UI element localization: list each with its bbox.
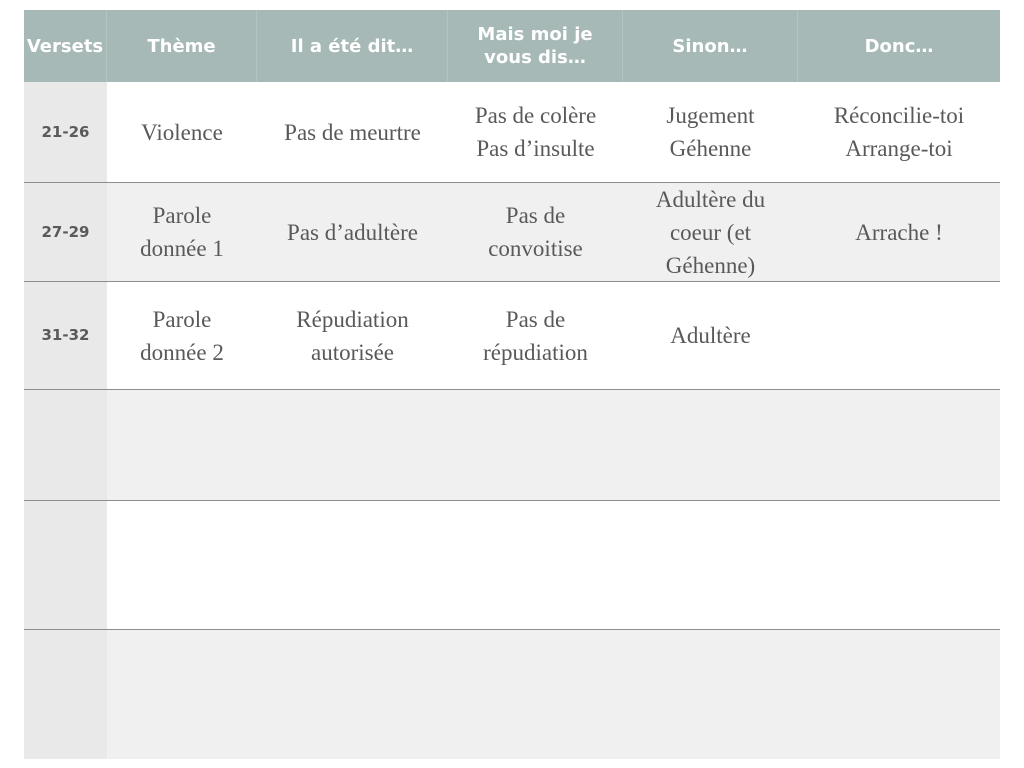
header-theme	[107, 10, 257, 82]
cell-text-line: Pas de	[505, 306, 566, 332]
il-a-ete-dit-cell	[257, 501, 448, 629]
cell-text-line: autorisée	[310, 339, 394, 365]
table-row	[24, 282, 1000, 390]
table-row	[24, 390, 1000, 501]
sinon-cell	[623, 630, 798, 759]
cell-text-line: Pas de colère	[474, 103, 597, 128]
cell-text-line: Pas de meurtre	[284, 119, 421, 145]
sinon-cell	[623, 82, 798, 182]
header-label: Thème	[147, 35, 216, 57]
header-versets	[24, 10, 107, 82]
il-a-ete-dit-cell	[257, 183, 448, 281]
header-donc	[798, 10, 1000, 82]
cell-text-line: Réconcilie-toi	[833, 103, 965, 128]
table-row	[24, 501, 1000, 630]
theme-cell	[107, 390, 257, 500]
cell-text-line: Géhenne)	[665, 252, 756, 278]
cell-text-line: Jugement	[666, 103, 755, 128]
cell-text-line: Arrache !	[855, 219, 943, 245]
teaching-table	[24, 10, 1000, 758]
il-a-ete-dit-cell	[257, 390, 448, 500]
verses-cell: 31-32	[24, 282, 107, 389]
cell-text-line: Pas de	[505, 203, 566, 228]
cell-text-line: Adultère	[670, 323, 751, 348]
donc-cell	[798, 183, 1000, 281]
table-body	[24, 82, 1000, 759]
cell-text-line: Géhenne	[669, 136, 752, 161]
header-sinon	[623, 10, 798, 82]
il-a-ete-dit-cell	[257, 82, 448, 182]
il-a-ete-dit-cell	[257, 282, 448, 389]
verses-cell	[24, 390, 107, 500]
donc-cell	[798, 82, 1000, 182]
donc-cell	[798, 390, 1000, 500]
cell-text-line: Pas d’insulte	[476, 136, 595, 161]
cell-text-line: convoitise	[488, 236, 583, 261]
cell-text-line: Répudiation	[296, 306, 409, 332]
theme-cell	[107, 282, 257, 389]
header-label-line: vous dis…	[484, 47, 586, 68]
theme-cell	[107, 501, 257, 629]
sinon-cell	[623, 282, 798, 389]
theme-cell	[107, 630, 257, 759]
table-header	[24, 10, 1000, 82]
table-row	[24, 630, 1000, 759]
mais-moi-je-vous-dis-cell	[448, 501, 623, 629]
cell-text-line: Arrange-toi	[845, 136, 953, 161]
cell-text-line: Parole	[152, 203, 212, 228]
cell-text-line: Violence	[141, 119, 223, 145]
sinon-cell	[623, 501, 798, 629]
header-label: Versets	[26, 35, 104, 57]
mais-moi-je-vous-dis-cell	[448, 390, 623, 500]
cell-text-line: Adultère du	[655, 186, 766, 212]
mais-moi-je-vous-dis-cell	[448, 630, 623, 759]
header-label: Il a été dit…	[290, 35, 414, 57]
cell-text-line: Parole	[152, 306, 212, 332]
donc-cell	[798, 630, 1000, 759]
mais-moi-je-vous-dis-cell	[448, 282, 623, 389]
header-label-line: Mais moi je	[477, 24, 593, 45]
cell-text-line: donnée 1	[140, 236, 224, 261]
cell-text-line: coeur (et	[669, 219, 752, 245]
sinon-cell	[623, 183, 798, 281]
header-il-a-ete-dit	[257, 10, 448, 82]
donc-cell	[798, 282, 1000, 389]
header-mais-moi-je-vous-dis	[448, 10, 623, 82]
sinon-cell	[623, 390, 798, 500]
cell-text-line: Pas d’adultère	[287, 219, 418, 245]
mais-moi-je-vous-dis-cell	[448, 82, 623, 182]
verses-cell	[24, 630, 107, 759]
il-a-ete-dit-cell	[257, 630, 448, 759]
header-label: Sinon…	[672, 35, 748, 57]
verses-cell: 21-26	[24, 82, 107, 182]
theme-cell	[107, 82, 257, 182]
cell-text-line: répudiation	[483, 339, 588, 365]
donc-cell	[798, 501, 1000, 629]
table-row	[24, 183, 1000, 282]
verses-cell: 27-29	[24, 183, 107, 281]
verses-cell	[24, 501, 107, 629]
table-row	[24, 82, 1000, 183]
mais-moi-je-vous-dis-cell	[448, 183, 623, 281]
cell-text-line: donnée 2	[140, 339, 224, 365]
header-label: Donc…	[864, 35, 934, 57]
theme-cell	[107, 183, 257, 281]
